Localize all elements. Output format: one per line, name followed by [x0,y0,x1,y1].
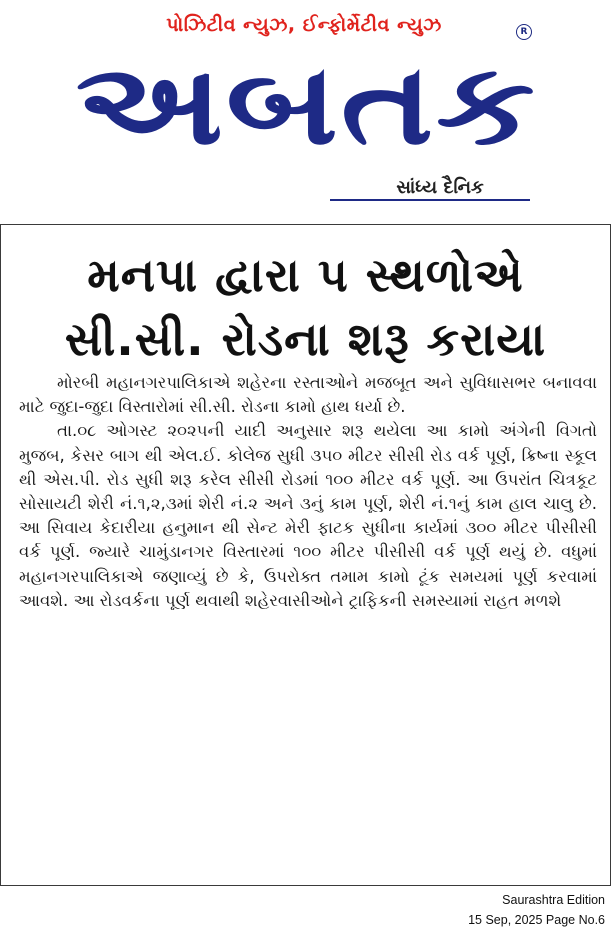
headline-line-2: સી.સી. રોડના શરૂ કરાયા [64,312,547,366]
tagline: પોઝિટીવ ન્યુઝ, ઈન્ફોર્મેટીવ ન્યુઝ [166,14,442,36]
article-box [0,224,611,886]
headline [1,243,610,371]
logo-text: અબતક [75,40,538,170]
headline-line-1: મનપા દ્વારા પ સ્થળોએ [87,248,524,302]
edition-type-label: સાંધ્ય દૈનિક [396,177,484,198]
newspaper-logo [75,40,538,170]
masthead-divider [330,199,530,201]
article-body [19,371,597,613]
registered-mark-icon: R [516,24,532,40]
edition-name: Saurashtra Edition [502,893,605,907]
edition-info [468,890,605,930]
paragraph-1: મોરબી મહાનગરપાલિકાએ શહેરના રસ્તાઓને મજબૂત અને સુવિધાસભર બનાવવા માટે જુદા-જુદા વિસ્તારોમાં સી.સી. રોડના કામો હાથ ધર્યા છે. [19,373,597,417]
paragraph-2: તા.૦૮ ઓગસ્ટ ૨૦૨૫ની યાદી અનુસાર શરૂ થયેલા આ કામો અંગેની વિગતો મુજબ, કેસર બાગ થી એલ.ઈ. કોલેજ સુધી ૩૫૦ મીટર સીસી રોડ વર્ક પૂર્ણ, ક્રિષ્ના સ્કૂલ થી એસ.પી. રોડ સુધી શરૂ કરેલ સીસી રોડમાં ૧૦૦ મીટર વર્ક પૂર્ણ. આ ઉપરાંત ચિત્રકૂટ સોસાયટી શેરી નં.૧,૨,૩માં શેરી નં.૨ અને ૩નું કામ પૂર્ણ, શેરી નં.૧નું કામ હાલ ચાલુ છે. આ સિવાય કેદારીયા હનુમાન થી સેન્ટ મેરી ફાટક સુધીના કાર્યમાં ૩૦૦ મીટર પીસીસી વર્ક પૂર્ણ. જ્યારે ચામુંડાનગર વિસ્તારમાં ૧૦૦ મીટર પીસીસી વર્ક પૂર્ણ થયું છે. વધુમાં મહાનગરપાલિકાએ જણાવ્યું છે કે, ઉપરોક્ત તમામ કામો ટૂંક સમયમાં પૂર્ણ કરવામાં આવશે. આ રોડવર્કના પૂર્ણ થવાથી શહેરવાસીઓને ટ્રાફિકની સમસ્યામાં રાહત મળશે [19,421,597,610]
masthead [0,0,615,210]
edition-date-page: 15 Sep, 2025 Page No.6 [468,913,605,927]
